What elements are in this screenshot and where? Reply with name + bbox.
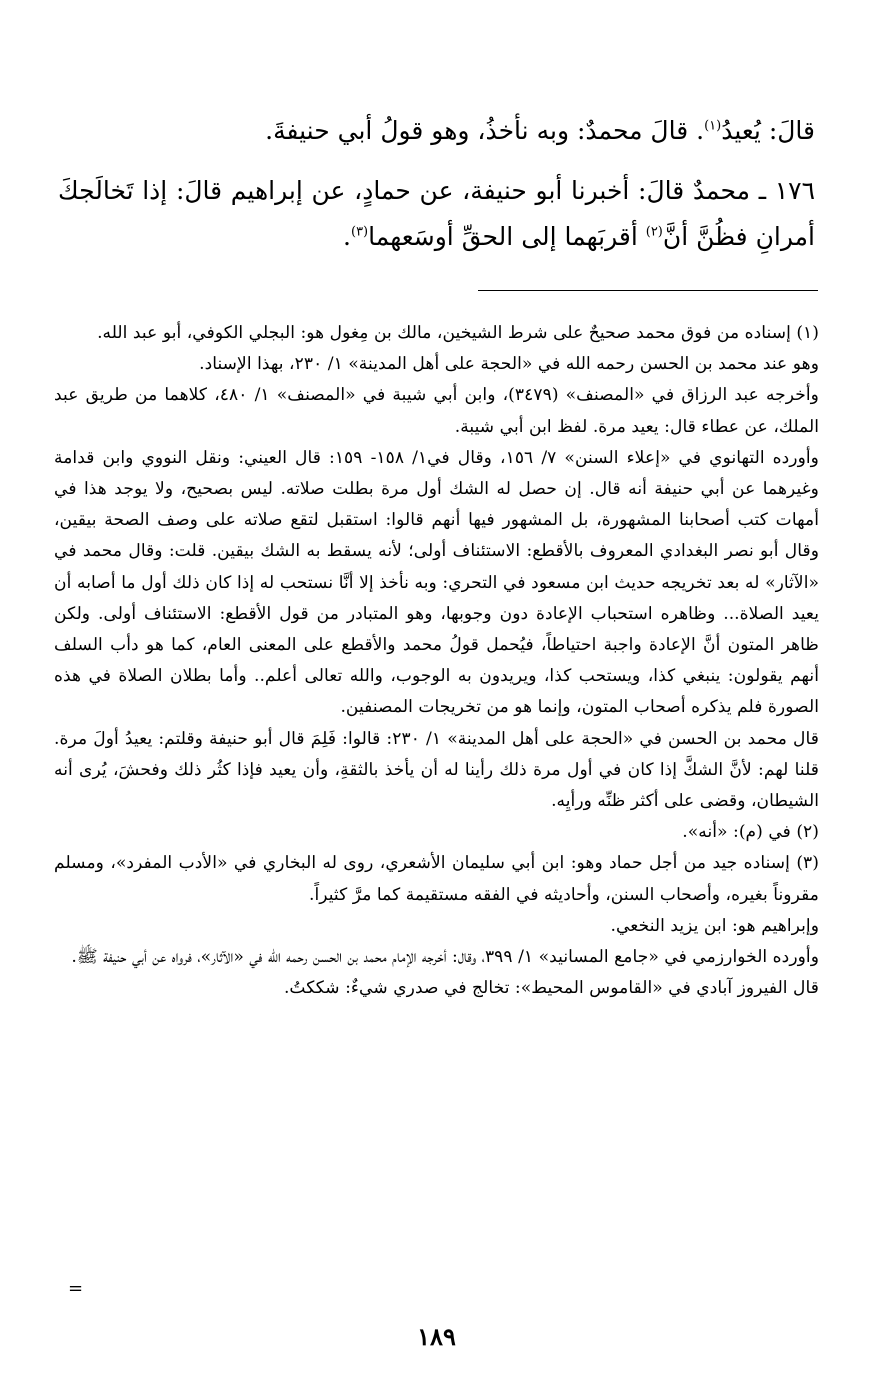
footnote-1: (١) إسناده من فوق محمد صحيحٌ على شرط الشيخين، مالك بن مِغول هو: البجلي الكوفي، أبو عبد الله. <box>97 323 819 343</box>
footnote-3-para-4: قال الفيروز آبادي في «القاموس المحيط»: تخالج في صدري شيءٌ: شككتُ. <box>283 978 819 999</box>
main-paragraph-2-end: . <box>343 222 351 251</box>
continuation-mark: = <box>68 1278 84 1299</box>
footnote-1-para-4: وأورده التهانوي في «إعلاء السنن» ٧/ ١٥٦، وقال في١/ ١٥٨- ١٥٩: قال العيني: ونقل النووي وابن قدامة وغيرهما عن أبي حنيفة أنه قال. إن حصل له الشك أول مرة بطلت صلاته. ليس بصحيح، ولا يوجد هذا في أمهات كتب أصحابنا المشهورة، بل المشهور فيها أنهم قالوا: استقبل لتقع صلاته على وصف الصحة بيقين، وقال أبو نصر البغدادي المعروف بالأقطع: الاستئناف أولى؛ لأنه يسقط به الشك بيقين. قلت: وقال محمد في «الآثار» له بعد تخريجه حديث ابن مسعود في التحري: وبه نأخذ إلا أنَّا نستحب له إذا كان ذلك أول ما أصابه أن يعيد الصلاة... وظاهره استحباب الإعادة دون وجوبها، وهو المتبادر من قول الأقطع: الاستئناف أولى. ولكن ظاهر المتون أنَّ الإعادة واجبة احتياطاً، فيُحمل قولُ محمد والأقطع على المعنى العام، كما هو دأب السلف أنهم يقولون: ينبغي كذا، ويستحب كذا، ويريدون به الوجوب، والله تعالى أعلم.. وأما بطلان الصلاة في هذه الصورة فلم يذكره أصحاب المتون، وإنما هو من تخريجات المصنفين. <box>54 447 819 718</box>
main-paragraph-1-text: قالَ: يُعيدُ <box>721 116 815 145</box>
footnote-1-para-5: قال محمد بن الحسن في «الحجة على أهل المدينة» ١/ ٢٣٠: قالوا: فَلِمَ قال أبو حنيفة وقلتم: يعيدُ أولَ مرة. قلنا لهم: لأنَّ الشكَّ إذا كان في أول مرة ذلك رأينا له أن يأخذ بالثقةِ، وأن يعيد فإذا كثُر ذلك وفحشَ، يُرى أنه الشيطان، وقضى على أكثر ظنِّه ورأيِه. <box>54 728 819 812</box>
main-text <box>58 108 815 260</box>
footnote-3-para-2: وإبراهيم هو: ابن يزيد النخعي. <box>610 915 819 936</box>
footnote-ref-1: (١) <box>704 118 722 134</box>
footnote-divider <box>478 290 818 291</box>
main-paragraph-2-text: ١٧٦ ـ محمدٌ قالَ: أخبرنا أبو حنيفة، عن حمادٍ، عن إبراهيم قالَ: إذا تَخالَجكَ أمرانِ فظُنَّ أنَّ <box>58 176 816 251</box>
footnote-1-para-3: وأخرجه عبد الرزاق في «المصنف» (٣٤٧٩)، وابن أبي شيبة في «المصنف» ١/ ٤٨٠، كلاهما من طريق عبد الملك، عن عطاء قال: يعيد مرة. لفظ ابن أبي شيبة. <box>54 385 819 437</box>
footnotes <box>54 318 819 1004</box>
footnote-ref-3: (٣) <box>350 224 369 240</box>
main-paragraph-1 <box>58 108 815 154</box>
footnote-2: (٢) في (م): «أنه». <box>682 822 819 843</box>
footnote-3-para-3: وأورده الخوارزمي في «جامع المسانيد» ١/ ٣٩٩، وقال: أخرجه الإمام محمد بن الحسن رحمه الله في «الآثار»، فرواه عن أبي حنيفة ﷺ. <box>71 947 819 968</box>
page-number: ١٨٩ <box>417 1322 456 1351</box>
footnote-ref-2: (٢) <box>645 224 663 240</box>
footnote-3: (٣) إسناده جيد من أجل حماد وهو: ابن أبي سليمان الأشعري، روى له البخاري في «الأدب المفرد»، ومسلم مقروناً بغيره، وأصحاب السنن، وأحاديثه في الفقه مستقيمة كما مرَّ كثيراً. <box>54 853 819 905</box>
main-paragraph-2-mid: أقربَهما إلى الحقِّ أوسَعهما <box>368 222 646 251</box>
footnote-1-para-2: وهو عند محمد بن الحسن رحمه الله في «الحجة على أهل المدينة» ١/ ٢٣٠، بهذا الإسناد. <box>199 354 819 375</box>
main-paragraph-2 <box>58 168 815 260</box>
main-paragraph-1-rest: . قالَ محمدٌ: وبه نأخذُ، وهو قولُ أبي حنيفةَ. <box>265 116 705 145</box>
